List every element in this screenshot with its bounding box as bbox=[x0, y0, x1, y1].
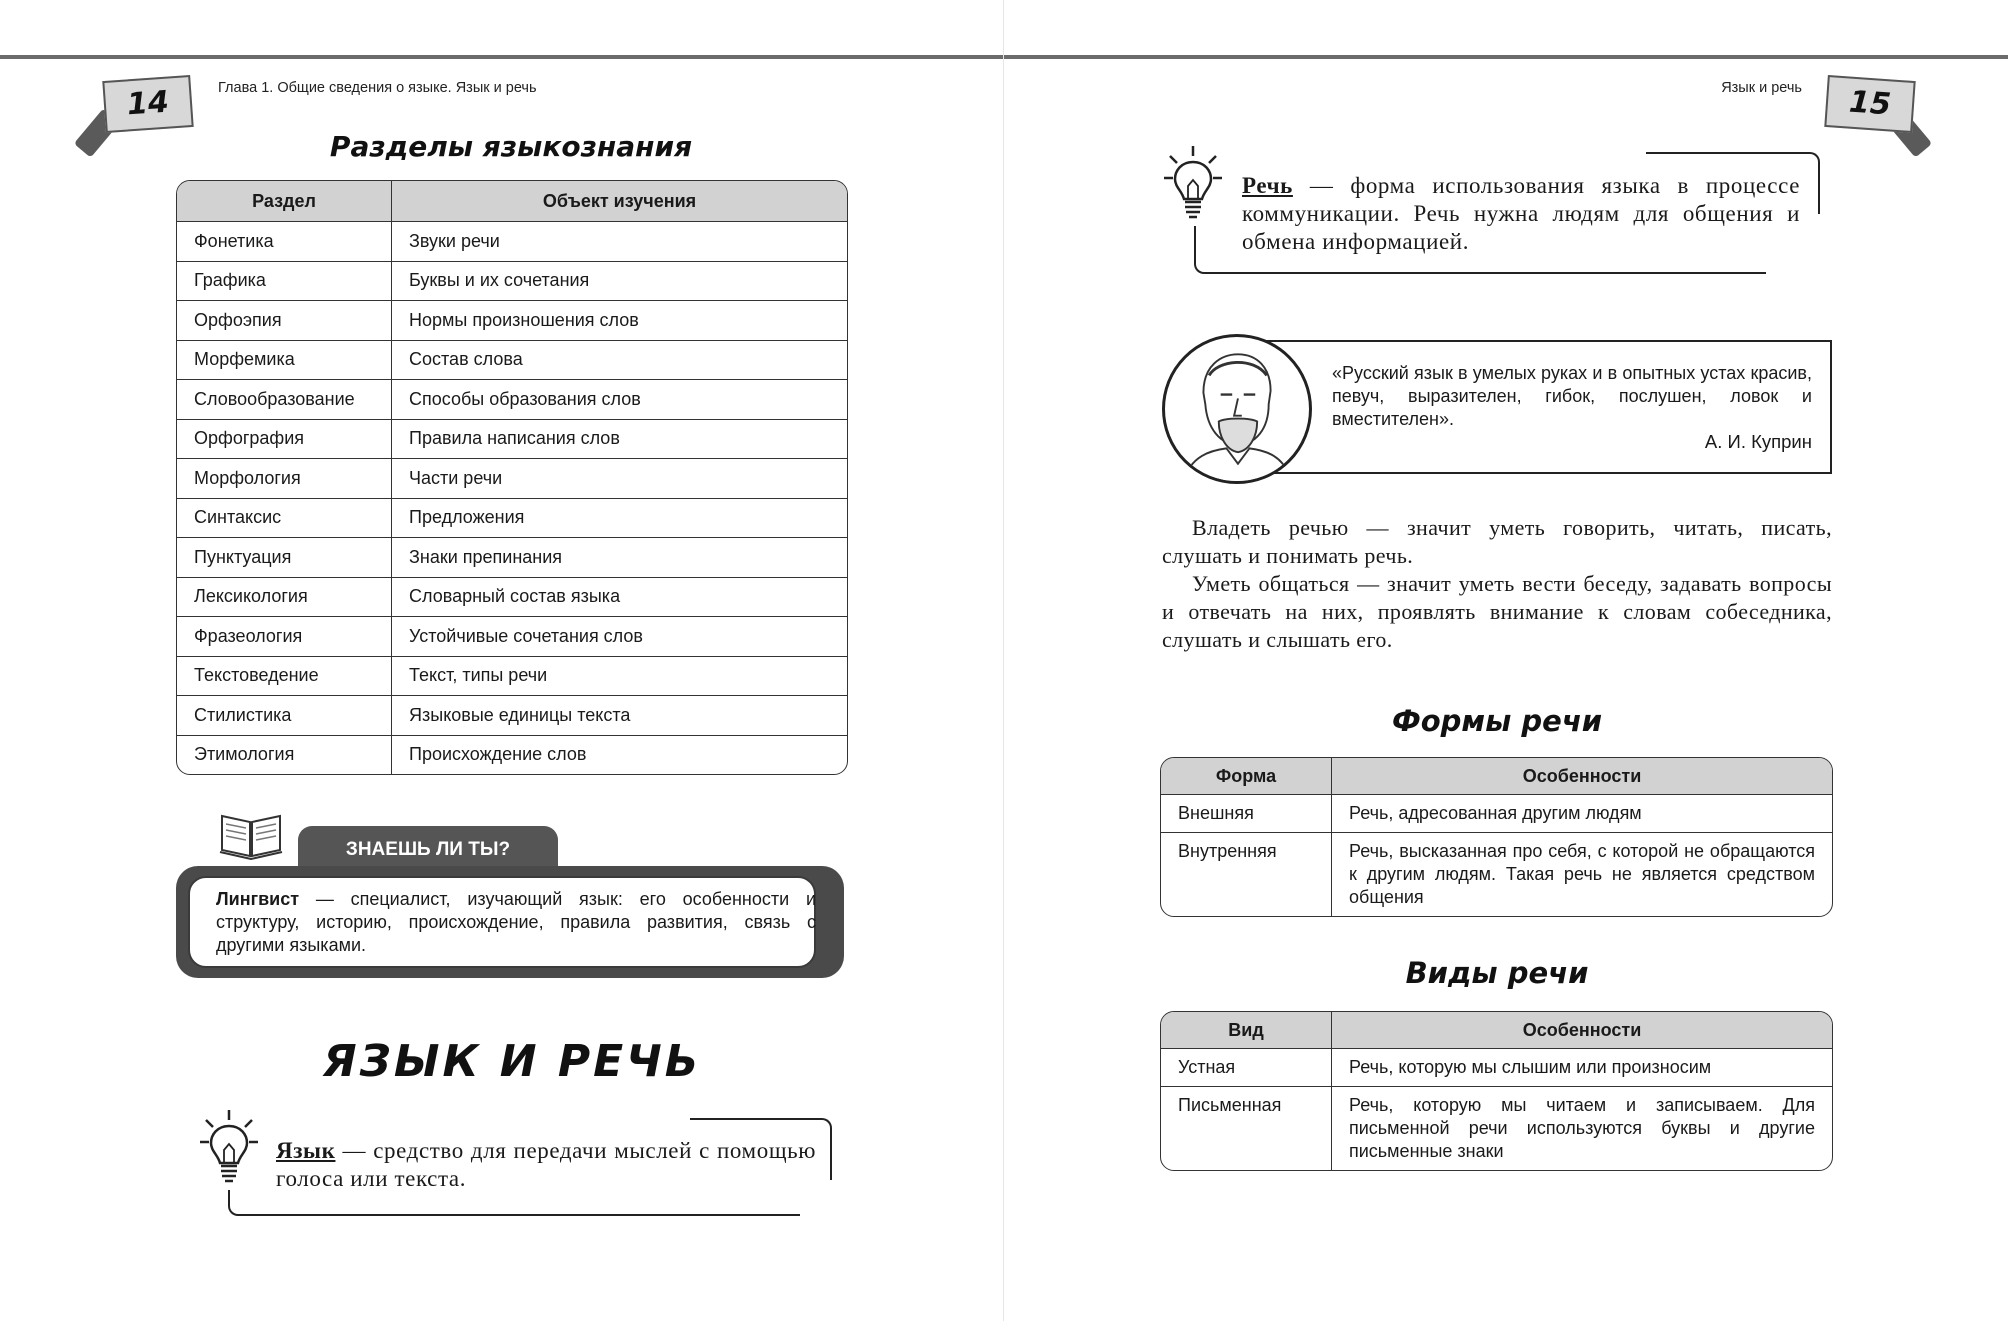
table-cell: Словообразование bbox=[177, 379, 391, 419]
term: Язык bbox=[276, 1138, 336, 1163]
table-cell: Речь, которую мы слышим или произносим bbox=[1331, 1049, 1832, 1086]
table-cell: Нормы произношения слов bbox=[391, 300, 847, 340]
table-cell: Предложения bbox=[391, 498, 847, 538]
table-cell: Правила написания слов bbox=[391, 419, 847, 459]
table-cell: Способы образования слов bbox=[391, 379, 847, 419]
sections-title: Разделы языкознания bbox=[329, 130, 693, 163]
term: Речь bbox=[1242, 173, 1293, 198]
table-cell: Орфография bbox=[177, 419, 391, 459]
quote-author: А. И. Куприн bbox=[1704, 431, 1812, 452]
table-cell: Знаки препинания bbox=[391, 537, 847, 577]
paragraph: Владеть речью — значит уметь говорить, читать, писать, слушать и понимать речь. bbox=[1162, 515, 1832, 568]
table-cell: Части речи bbox=[391, 458, 847, 498]
types-table bbox=[1160, 1011, 1833, 1171]
paragraph: Уметь общаться — значит уметь вести беседу, задавать вопросы и отвечать на них, проявлять внимание к словам собеседника, слушать и слышать его. bbox=[1162, 571, 1832, 652]
table-cell: Текст, типы речи bbox=[391, 656, 847, 696]
table-cell: Пунктуация bbox=[177, 537, 391, 577]
table-row bbox=[1161, 832, 1832, 916]
table-row bbox=[1161, 1049, 1832, 1086]
table-cell: Речь, которую мы читаем и записываем. Для письменной речи используются буквы и другие письменные знаки bbox=[1331, 1086, 1832, 1170]
quote-text: «Русский язык в умелых руках и в опытных устах красив, певуч, выразителен, гибок, послушен, ловок и вместителен». bbox=[1332, 363, 1812, 429]
table-cell: Морфемика bbox=[177, 340, 391, 380]
table-cell: Текстоведение bbox=[177, 656, 391, 696]
table-cell: Графика bbox=[177, 261, 391, 301]
table-cell: Фонетика bbox=[194, 230, 274, 251]
page-number: 14 bbox=[102, 75, 193, 133]
table-cell: Этимология bbox=[177, 735, 391, 775]
term-description: — средство для передачи мыслей с помощью голоса или текста. bbox=[276, 1138, 816, 1191]
portrait-kuprin bbox=[1162, 334, 1312, 484]
table-cell: Синтаксис bbox=[177, 498, 391, 538]
table-cell: Фразеология bbox=[177, 616, 391, 656]
table-cell: Внутренняя bbox=[1161, 832, 1331, 916]
page-number: 15 bbox=[1824, 75, 1915, 133]
table-cell: Происхождение слов bbox=[391, 735, 847, 775]
table-cell: Письменная bbox=[1161, 1086, 1331, 1170]
table-cell: Звуки речи bbox=[391, 222, 847, 261]
column-header: Форма bbox=[1161, 758, 1331, 795]
table-cell: Словарный состав языка bbox=[391, 577, 847, 617]
definition-text bbox=[1242, 172, 1800, 256]
term-description: — форма использования языка в процессе коммуникации. Речь нужна людям для общения и обмена информацией. bbox=[1242, 173, 1800, 254]
table-cell: Лексикология bbox=[177, 577, 391, 617]
running-header: Язык и речь bbox=[1721, 80, 1802, 96]
table-cell: Орфоэпия bbox=[177, 300, 391, 340]
table-cell: Морфология bbox=[177, 458, 391, 498]
table-cell: Внешняя bbox=[1178, 803, 1254, 823]
types-title: Виды речи bbox=[1405, 956, 1589, 990]
table-cell: Устойчивые сочетания слов bbox=[391, 616, 847, 656]
term: Лингвист bbox=[216, 889, 300, 909]
column-header: Объект изучения bbox=[391, 181, 847, 222]
lightbulb-icon bbox=[1162, 144, 1224, 226]
column-header: Особенности bbox=[1331, 1012, 1832, 1049]
did-you-know-label: ЗНАЕШЬ ЛИ ТЫ? bbox=[298, 826, 558, 872]
table-row bbox=[1161, 1086, 1832, 1170]
table-row bbox=[1161, 795, 1832, 832]
column-header: Особенности bbox=[1331, 758, 1832, 795]
column-header: Вид bbox=[1161, 1012, 1331, 1049]
table-cell: Устная bbox=[1178, 1057, 1236, 1077]
big-title: ЯЗЫК И РЕЧЬ bbox=[322, 1036, 702, 1087]
table-cell: Речь, высказанная про себя, с которой не обращаются к другим людям. Такая речь не является средством общения bbox=[1331, 832, 1832, 916]
column-header: Раздел bbox=[177, 181, 391, 222]
table-cell: Буквы и их сочетания bbox=[391, 261, 847, 301]
term-description: — специалист, изучающий язык: его особенности и структуру, историю, происхождение, правила развития, связь с другими языками. bbox=[216, 889, 816, 955]
table-cell: Речь, адресованная другим людям bbox=[1331, 795, 1832, 832]
table-cell: Языковые единицы текста bbox=[391, 695, 847, 735]
forms-title: Формы речи bbox=[1391, 704, 1603, 738]
table-header-row bbox=[1161, 758, 1832, 795]
table-cell: Стилистика bbox=[177, 695, 391, 735]
running-header: Глава 1. Общие сведения о языке. Язык и речь bbox=[218, 80, 537, 96]
forms-table bbox=[1160, 757, 1833, 917]
table-header-row bbox=[1161, 1012, 1832, 1049]
table-cell: Состав слова bbox=[391, 340, 847, 380]
